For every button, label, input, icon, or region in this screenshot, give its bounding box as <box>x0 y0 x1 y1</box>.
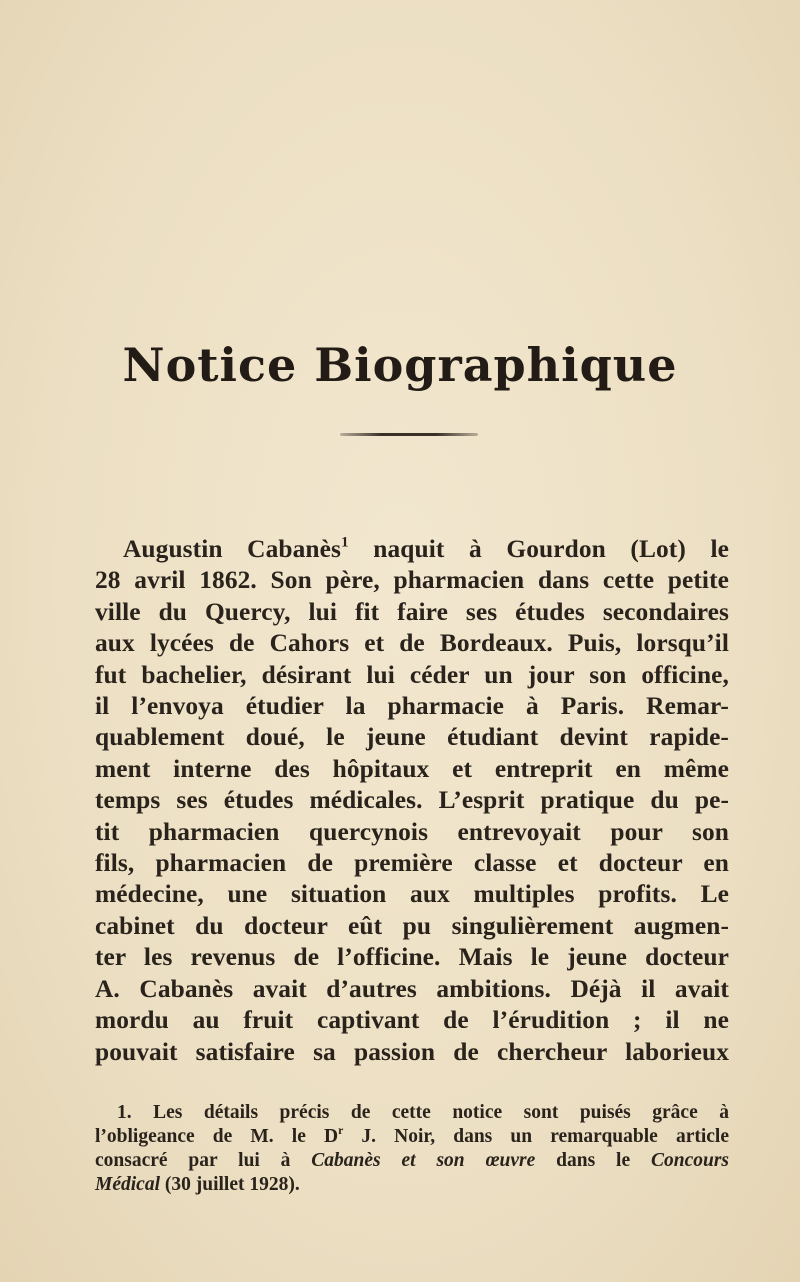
footnote-line-4-em: Médical <box>95 1174 160 1195</box>
body-line-8: ment interne des hôpitaux et entreprit en même <box>95 754 729 783</box>
footnote-line-2-a: l’obligeance de M. le D <box>95 1126 339 1147</box>
body-line-1-text-a: Augustin Cabanès <box>123 535 341 563</box>
footnote-line-3-a: consacré par lui à <box>95 1150 312 1171</box>
footnote-line-2-sup: r <box>338 1123 344 1137</box>
body-line-3: ville du Quercy, lui fit faire ses études secondaires <box>95 597 729 626</box>
footnote-line-3-em3: Concours <box>650 1150 729 1171</box>
body-line-14: ter les revenus de l’officine. Mais le jeune docteur <box>95 943 729 972</box>
body-line-17: pouvait satisfaire sa passion de chercheur laborieux <box>95 1037 729 1066</box>
body-paragraph <box>95 534 729 1068</box>
body-line-13: cabinet du docteur eût pu singulièrement augmen- <box>95 911 729 940</box>
body-line-4: aux lycées de Cahors et de Bordeaux. Puis, lorsqu’il <box>95 629 729 658</box>
footnote-line-4 <box>95 1173 729 1197</box>
footnote-line-3 <box>95 1149 729 1173</box>
body-line-7: quablement doué, le jeune étudiant devint rapide- <box>95 723 729 752</box>
footnote-line-3-b: et <box>380 1150 437 1171</box>
body-line-1-text-b: naquit à Gourdon (Lot) le <box>348 535 729 563</box>
footnote-line-3-c: dans le <box>535 1150 651 1171</box>
title-ornament-rule <box>340 433 478 436</box>
footnote-line-4-b: (30 juillet 1928). <box>159 1174 300 1195</box>
body-line-6: il l’envoya étudier la pharmacie à Paris. Remar- <box>95 692 729 721</box>
footnote-line-3-em2: son œuvre <box>436 1150 536 1171</box>
footnote-line-1: 1. Les détails précis de cette notice sont puisés grâce à <box>117 1102 729 1123</box>
body-line-12: médecine, une situation aux multiples profits. Le <box>95 880 729 909</box>
body-line-15: A. Cabanès avait d’autres ambitions. Déjà il avait <box>95 974 729 1003</box>
page-title: Notice Biographique <box>122 338 678 392</box>
body-line-11: fils, pharmacien de première classe et docteur en <box>95 849 729 878</box>
body-line-10: tit pharmacien quercynois entrevoyait pour son <box>95 817 729 846</box>
body-line-9: temps ses études médicales. L’esprit pratique du pe- <box>95 786 729 815</box>
body-line-16: mordu au fruit captivant de l’érudition ; il ne <box>95 1006 729 1035</box>
body-line-5: fut bachelier, désirant lui céder un jour son officine, <box>95 660 729 689</box>
footnote-line-2 <box>95 1125 729 1149</box>
footnote <box>95 1101 729 1197</box>
body-line-2: 28 avril 1862. Son père, pharmacien dans cette petite <box>95 566 729 595</box>
body-line-1 <box>95 534 729 565</box>
footnote-line-2-b: J. Noir, dans un remarquable article <box>343 1126 729 1147</box>
footnote-ref-1: 1 <box>340 533 349 551</box>
footnote-line-3-em1: Cabanès <box>311 1150 381 1171</box>
